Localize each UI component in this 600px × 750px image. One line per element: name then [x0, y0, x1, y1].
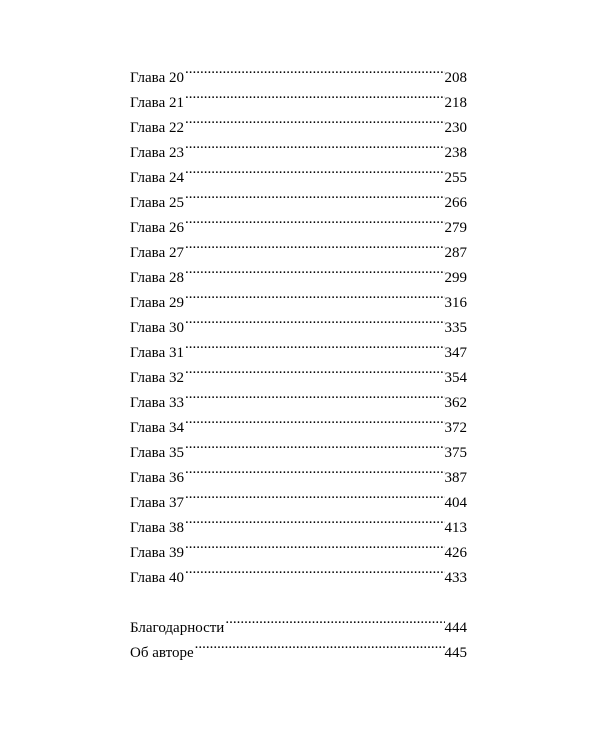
dot-leader [184, 132, 445, 157]
toc-entry-page: 375 [445, 441, 468, 466]
toc-entry-page: 266 [445, 191, 468, 216]
dot-leader [184, 532, 445, 557]
toc-entry-label: Глава 24 [130, 170, 184, 186]
toc-entry-page: 218 [445, 91, 468, 116]
toc-entry-page: 444 [445, 616, 468, 641]
toc-entry-page: 335 [445, 316, 468, 341]
toc-entry-page: 404 [445, 491, 468, 516]
dot-leader [184, 457, 445, 482]
toc-entry-label: Глава 21 [130, 95, 184, 111]
dot-leader [184, 432, 445, 457]
dot-leader [184, 307, 445, 332]
toc-entry-page: 238 [445, 141, 468, 166]
dot-leader [184, 257, 445, 282]
toc-entry-page: 387 [445, 466, 468, 491]
toc-entry-label: Глава 30 [130, 320, 184, 336]
dot-leader [194, 632, 445, 657]
toc-entry-label: Глава 35 [130, 445, 184, 461]
toc-entry-page: 347 [445, 341, 468, 366]
dot-leader [184, 332, 445, 357]
toc-entry-page: 316 [445, 291, 468, 316]
toc-entry-page: 287 [445, 241, 468, 266]
toc-entry-label: Глава 27 [130, 245, 184, 261]
toc-entry-label: Об авторе [130, 645, 194, 661]
dot-leader [184, 157, 445, 182]
dot-leader [184, 182, 445, 207]
toc-entry-chapter-20[interactable] [130, 57, 467, 86]
toc-entry-page: 299 [445, 266, 468, 291]
dot-leader [184, 207, 445, 232]
dot-leader [224, 607, 444, 632]
toc-entry-page: 255 [445, 166, 468, 191]
dot-leader [184, 107, 445, 132]
toc-entry-label: Глава 28 [130, 270, 184, 286]
toc-entry-page: 208 [445, 66, 468, 91]
toc-entry-page: 433 [445, 566, 468, 591]
toc-entry-page: 372 [445, 416, 468, 441]
table-of-contents [130, 57, 467, 661]
toc-entry-label: Глава 38 [130, 520, 184, 536]
toc-entry-label: Глава 33 [130, 395, 184, 411]
toc-entry-page: 354 [445, 366, 468, 391]
toc-entry-page: 413 [445, 516, 468, 541]
toc-entry-page: 230 [445, 116, 468, 141]
toc-entry-page: 279 [445, 216, 468, 241]
dot-leader [184, 482, 445, 507]
toc-entry-label: Глава 25 [130, 195, 184, 211]
dot-leader [184, 557, 445, 582]
toc-entry-label: Глава 22 [130, 120, 184, 136]
toc-entry-label: Глава 34 [130, 420, 184, 436]
dot-leader [184, 282, 445, 307]
toc-entry-label: Глава 23 [130, 145, 184, 161]
dot-leader [184, 57, 445, 82]
toc-entry-page: 362 [445, 391, 468, 416]
toc-entry-label: Глава 26 [130, 220, 184, 236]
dot-leader [184, 507, 445, 532]
dot-leader [184, 407, 445, 432]
toc-entry-label: Глава 36 [130, 470, 184, 486]
dot-leader [184, 232, 445, 257]
toc-entry-label: Глава 29 [130, 295, 184, 311]
toc-entry-label: Глава 32 [130, 370, 184, 386]
dot-leader [184, 82, 445, 107]
toc-entry-label: Глава 31 [130, 345, 184, 361]
toc-entry-page: 445 [445, 641, 468, 666]
toc-entry-label: Благодарности [130, 620, 225, 636]
toc-entry-page: 426 [445, 541, 468, 566]
toc-entry-label: Глава 20 [130, 70, 184, 86]
dot-leader [184, 357, 445, 382]
toc-entry-label: Глава 39 [130, 545, 184, 561]
dot-leader [184, 382, 445, 407]
toc-entry-label: Глава 37 [130, 495, 184, 511]
toc-entry-label: Глава 40 [130, 570, 184, 586]
toc-entry-acknowledgements[interactable] [130, 607, 467, 636]
